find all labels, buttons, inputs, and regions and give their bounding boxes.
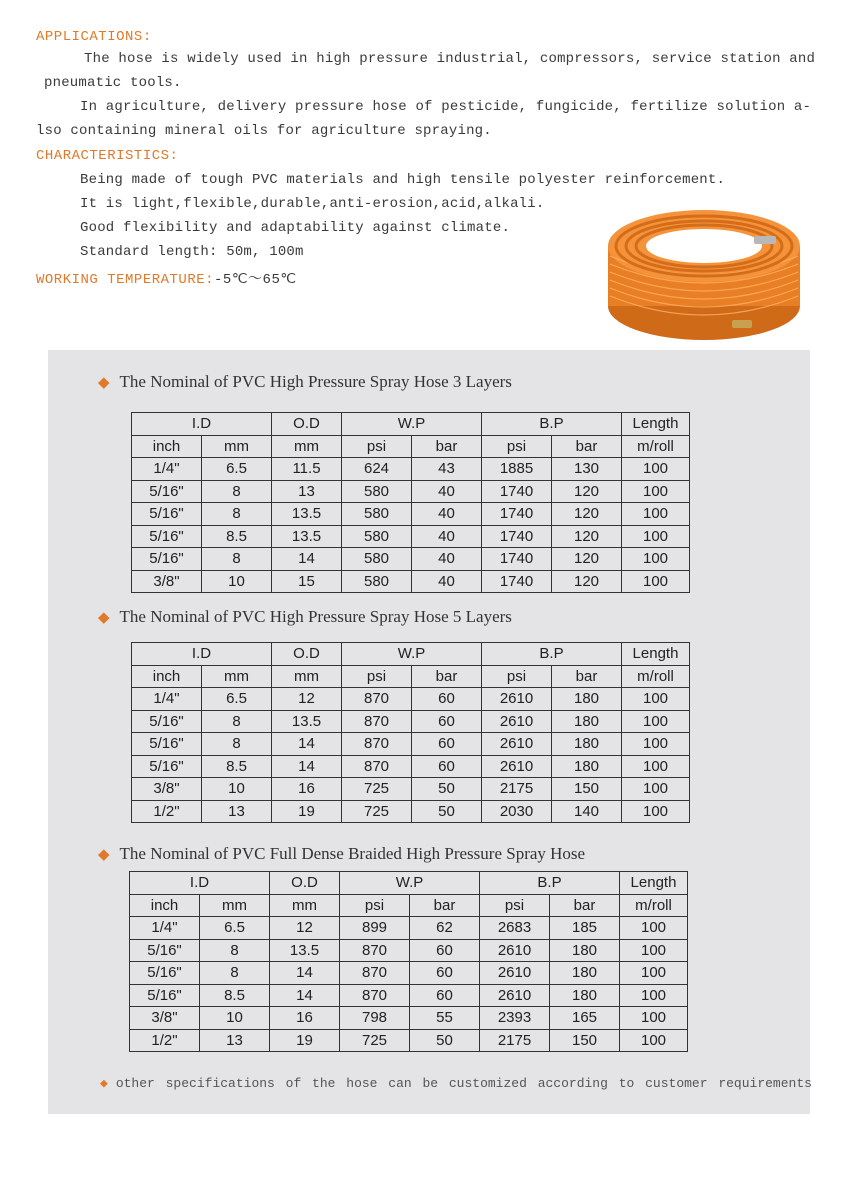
table-cell: 2683 [480, 917, 550, 940]
subheader-cell: m/roll [620, 894, 688, 917]
subheader-cell: mm [272, 435, 342, 458]
table-row [132, 778, 690, 801]
header-id: I.D [130, 872, 270, 895]
table-cell: 60 [410, 984, 480, 1007]
table-cell: 1740 [482, 525, 552, 548]
header-bp: B.P [482, 643, 622, 666]
table-cell: 15 [272, 570, 342, 593]
table-cell: 8.5 [200, 984, 270, 1007]
table-cell: 1/2" [130, 1029, 200, 1052]
table-cell: 11.5 [272, 458, 342, 481]
spec-table-5-layers [131, 642, 690, 823]
subheader-cell: bar [550, 894, 620, 917]
table-cell: 2610 [480, 962, 550, 985]
header-od: O.D [270, 872, 340, 895]
table-cell: 100 [622, 525, 690, 548]
table-cell: 798 [340, 1007, 410, 1030]
header-od: O.D [272, 413, 342, 436]
table-cell: 100 [622, 688, 690, 711]
table-cell: 5/16" [132, 710, 202, 733]
table-cell: 5/16" [130, 984, 200, 1007]
table-cell: 1740 [482, 480, 552, 503]
header-length: Length [620, 872, 688, 895]
table-cell: 1/4" [132, 458, 202, 481]
table-cell: 8 [202, 733, 272, 756]
table-cell: 100 [620, 939, 688, 962]
table-cell: 100 [622, 778, 690, 801]
table-cell: 870 [342, 688, 412, 711]
table-cell: 120 [552, 548, 622, 571]
table-cell: 180 [550, 962, 620, 985]
table-cell: 50 [412, 800, 482, 823]
table-cell: 100 [622, 755, 690, 778]
table-cell: 5/16" [130, 962, 200, 985]
table-cell: 8.5 [202, 525, 272, 548]
applications-heading: APPLICATIONS: [36, 29, 152, 45]
table-sub-header-row [132, 665, 690, 688]
table-cell: 725 [342, 800, 412, 823]
table-cell: 14 [272, 548, 342, 571]
table-cell: 8 [202, 480, 272, 503]
table-cell: 180 [550, 939, 620, 962]
subheader-cell: bar [552, 435, 622, 458]
working-temperature-value: -5℃～65℃ [214, 272, 297, 288]
table-cell: 180 [552, 710, 622, 733]
table-cell: 100 [622, 570, 690, 593]
table-cell: 5/16" [132, 755, 202, 778]
table-cell: 14 [270, 984, 340, 1007]
table-cell: 13.5 [272, 710, 342, 733]
table-cell: 1/4" [130, 917, 200, 940]
table-cell: 1740 [482, 503, 552, 526]
table-cell: 100 [622, 548, 690, 571]
table-cell: 5/16" [132, 525, 202, 548]
table-row [130, 939, 688, 962]
header-wp: W.P [342, 643, 482, 666]
table-cell: 60 [412, 688, 482, 711]
table-cell: 180 [550, 984, 620, 1007]
table-cell: 13 [202, 800, 272, 823]
applications-line-4: lso containing mineral oils for agriculture spraying. [36, 123, 492, 139]
table-cell: 14 [272, 755, 342, 778]
table-cell: 130 [552, 458, 622, 481]
table-row [132, 688, 690, 711]
table-row [132, 503, 690, 526]
table-row [132, 480, 690, 503]
table-cell: 13.5 [272, 525, 342, 548]
applications-line-3: In agriculture, delivery pressure hose of pesticide, fungicide, fertilize solution a- [80, 99, 812, 115]
table-cell: 140 [552, 800, 622, 823]
table-cell: 13.5 [270, 939, 340, 962]
table-row [130, 1029, 688, 1052]
table-cell: 100 [622, 800, 690, 823]
characteristics-line-3: Good flexibility and adaptability against climate. [80, 220, 511, 236]
subheader-cell: bar [410, 894, 480, 917]
subheader-cell: psi [482, 435, 552, 458]
characteristics-line-4: Standard length: 50m, 100m [80, 244, 304, 260]
table-row [130, 917, 688, 940]
table-cell: 6.5 [200, 917, 270, 940]
table-sub-header-row [132, 435, 690, 458]
table-cell: 120 [552, 480, 622, 503]
subheader-cell: psi [480, 894, 550, 917]
table-cell: 180 [552, 688, 622, 711]
table-cell: 725 [340, 1029, 410, 1052]
subheader-cell: mm [270, 894, 340, 917]
table-cell: 3/8" [132, 778, 202, 801]
table-cell: 100 [622, 710, 690, 733]
header-id: I.D [132, 413, 272, 436]
table-row [132, 548, 690, 571]
subheader-cell: inch [130, 894, 200, 917]
table-cell: 2175 [480, 1029, 550, 1052]
table-cell: 50 [410, 1029, 480, 1052]
table-cell: 2175 [482, 778, 552, 801]
table-row [130, 962, 688, 985]
table-sub-header-row [130, 894, 688, 917]
table-cell: 10 [202, 570, 272, 593]
table-cell: 5/16" [132, 733, 202, 756]
header-wp: W.P [340, 872, 480, 895]
subheader-cell: mm [272, 665, 342, 688]
table-group-header-row [132, 643, 690, 666]
table-group-header-row [132, 413, 690, 436]
table-cell: 50 [412, 778, 482, 801]
subheader-cell: psi [342, 665, 412, 688]
table-2-title: ◆ The Nominal of PVC High Pressure Spray Hose 5 Layers [98, 607, 512, 626]
table-cell: 55 [410, 1007, 480, 1030]
table-cell: 19 [272, 800, 342, 823]
table-cell: 13 [200, 1029, 270, 1052]
table-cell: 13.5 [272, 503, 342, 526]
table-cell: 580 [342, 525, 412, 548]
table-cell: 120 [552, 525, 622, 548]
table-cell: 120 [552, 570, 622, 593]
table-cell: 16 [270, 1007, 340, 1030]
table-cell: 580 [342, 503, 412, 526]
table-cell: 10 [200, 1007, 270, 1030]
diamond-bullet-icon: ◆ [98, 375, 110, 391]
table-cell: 60 [412, 733, 482, 756]
table-row [132, 458, 690, 481]
table-cell: 3/8" [132, 570, 202, 593]
table-cell: 100 [622, 733, 690, 756]
table-cell: 899 [340, 917, 410, 940]
subheader-cell: mm [200, 894, 270, 917]
table-row [132, 733, 690, 756]
table-cell: 150 [550, 1029, 620, 1052]
characteristics-line-1: Being made of tough PVC materials and high tensile polyester reinforcement. [80, 172, 726, 188]
table-cell: 8 [202, 503, 272, 526]
table-row [132, 755, 690, 778]
header-id: I.D [132, 643, 272, 666]
table-cell: 13 [272, 480, 342, 503]
table-cell: 2610 [480, 984, 550, 1007]
working-temperature-heading: WORKING TEMPERATURE: [36, 272, 215, 288]
table-cell: 14 [270, 962, 340, 985]
table-cell: 180 [552, 733, 622, 756]
table-cell: 580 [342, 548, 412, 571]
table-cell: 6.5 [202, 458, 272, 481]
table-row [132, 800, 690, 823]
table-cell: 14 [272, 733, 342, 756]
table-cell: 8.5 [202, 755, 272, 778]
subheader-cell: inch [132, 665, 202, 688]
table-cell: 100 [620, 1029, 688, 1052]
table-cell: 100 [620, 1007, 688, 1030]
table-row [130, 984, 688, 1007]
table-cell: 1740 [482, 570, 552, 593]
header-length: Length [622, 643, 690, 666]
table-cell: 1/2" [132, 800, 202, 823]
footer-note: ◆ other specifications of the hose can be customized according to customer requirements [100, 1076, 812, 1091]
subheader-cell: m/roll [622, 665, 690, 688]
table-cell: 870 [340, 962, 410, 985]
diamond-bullet-icon: ◆ [100, 1076, 108, 1091]
table-cell: 2610 [482, 710, 552, 733]
table-cell: 2030 [482, 800, 552, 823]
spec-table-braided [129, 871, 688, 1052]
table-cell: 870 [342, 755, 412, 778]
table-cell: 100 [620, 917, 688, 940]
table-cell: 40 [412, 525, 482, 548]
spec-table-3-layers [131, 412, 690, 593]
table-cell: 100 [620, 962, 688, 985]
subheader-cell: inch [132, 435, 202, 458]
hose-coil-image [604, 196, 804, 346]
table-cell: 60 [412, 710, 482, 733]
subheader-cell: psi [342, 435, 412, 458]
table-cell: 5/16" [132, 548, 202, 571]
diamond-bullet-icon: ◆ [98, 847, 110, 863]
table-cell: 580 [342, 570, 412, 593]
table-cell: 725 [342, 778, 412, 801]
table-1-title: ◆ The Nominal of PVC High Pressure Spray Hose 3 Layers [98, 372, 512, 391]
table-cell: 40 [412, 570, 482, 593]
table-cell: 185 [550, 917, 620, 940]
table-cell: 870 [340, 984, 410, 1007]
table-cell: 100 [620, 984, 688, 1007]
table-group-header-row [130, 872, 688, 895]
table-row [130, 1007, 688, 1030]
table-cell: 580 [342, 480, 412, 503]
header-bp: B.P [482, 413, 622, 436]
characteristics-line-2: It is light,flexible,durable,anti-erosion,acid,alkali. [80, 196, 545, 212]
table-cell: 5/16" [132, 503, 202, 526]
subheader-cell: mm [202, 665, 272, 688]
table-cell: 120 [552, 503, 622, 526]
table-cell: 100 [622, 480, 690, 503]
table-cell: 43 [412, 458, 482, 481]
table-cell: 165 [550, 1007, 620, 1030]
table-cell: 60 [410, 939, 480, 962]
table-cell: 12 [270, 917, 340, 940]
subheader-cell: m/roll [622, 435, 690, 458]
table-cell: 1/4" [132, 688, 202, 711]
table-cell: 62 [410, 917, 480, 940]
table-cell: 2610 [482, 733, 552, 756]
header-od: O.D [272, 643, 342, 666]
header-wp: W.P [342, 413, 482, 436]
table-cell: 100 [622, 503, 690, 526]
table-cell: 100 [622, 458, 690, 481]
table-cell: 19 [270, 1029, 340, 1052]
table-cell: 1740 [482, 548, 552, 571]
diamond-bullet-icon: ◆ [98, 610, 110, 626]
table-row [132, 525, 690, 548]
characteristics-heading: CHARACTERISTICS: [36, 148, 179, 164]
table-cell: 2610 [480, 939, 550, 962]
table-cell: 624 [342, 458, 412, 481]
table-cell: 60 [410, 962, 480, 985]
table-cell: 150 [552, 778, 622, 801]
table-cell: 5/16" [132, 480, 202, 503]
table-cell: 870 [340, 939, 410, 962]
header-length: Length [622, 413, 690, 436]
working-temperature [36, 268, 297, 288]
table-cell: 1885 [482, 458, 552, 481]
table-cell: 8 [202, 548, 272, 571]
table-cell: 40 [412, 480, 482, 503]
subheader-cell: mm [202, 435, 272, 458]
table-cell: 12 [272, 688, 342, 711]
table-cell: 16 [272, 778, 342, 801]
table-cell: 8 [200, 962, 270, 985]
table-3-title: ◆ The Nominal of PVC Full Dense Braided High Pressure Spray Hose [98, 844, 586, 863]
header-bp: B.P [480, 872, 620, 895]
table-cell: 180 [552, 755, 622, 778]
table-cell: 2610 [482, 755, 552, 778]
table-cell: 870 [342, 733, 412, 756]
subheader-cell: psi [340, 894, 410, 917]
table-cell: 3/8" [130, 1007, 200, 1030]
subheader-cell: bar [412, 665, 482, 688]
applications-line-2: pneumatic tools. [44, 75, 182, 91]
table-cell: 40 [412, 503, 482, 526]
table-cell: 6.5 [202, 688, 272, 711]
table-cell: 870 [342, 710, 412, 733]
table-cell: 40 [412, 548, 482, 571]
table-cell: 60 [412, 755, 482, 778]
table-cell: 8 [202, 710, 272, 733]
subheader-cell: bar [412, 435, 482, 458]
table-row [132, 710, 690, 733]
applications-line-1: The hose is widely used in high pressure industrial, compressors, service station and [84, 51, 816, 67]
table-cell: 2610 [482, 688, 552, 711]
table-cell: 5/16" [130, 939, 200, 962]
subheader-cell: psi [482, 665, 552, 688]
table-cell: 8 [200, 939, 270, 962]
table-cell: 10 [202, 778, 272, 801]
table-cell: 2393 [480, 1007, 550, 1030]
subheader-cell: bar [552, 665, 622, 688]
table-row [132, 570, 690, 593]
